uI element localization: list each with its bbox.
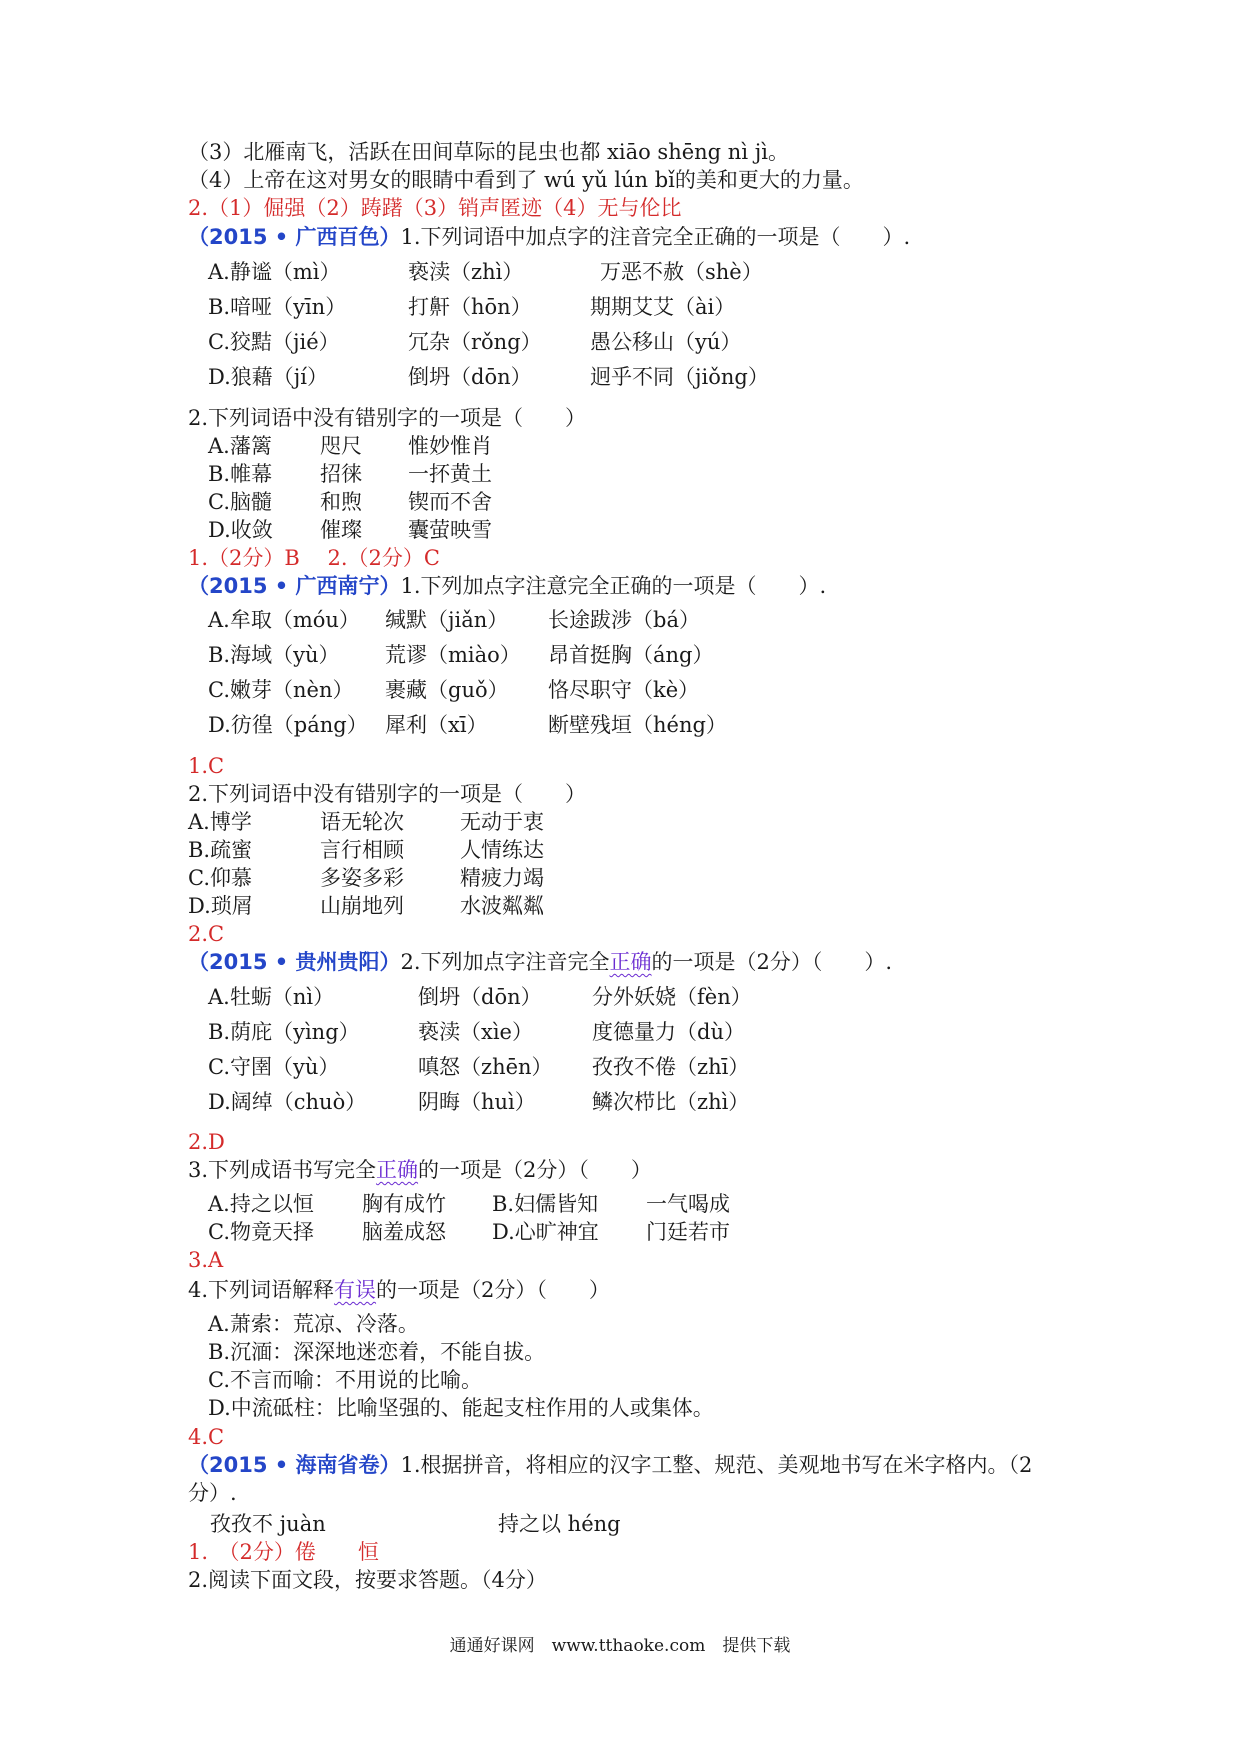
option-cell: 和煦: [320, 490, 362, 514]
option-cell: A.持之以恒: [208, 1192, 314, 1216]
option-cell: 裹藏（guǒ）: [385, 678, 509, 702]
option-cell: 亵渎（zhì）: [408, 260, 524, 284]
option-cell: B.帷幕: [208, 462, 273, 486]
page-footer: 通通好课网 www.tthaoke.com 提供下载: [449, 1636, 791, 1656]
option-cell: 期期艾艾（ài）: [590, 295, 736, 319]
option-cell: 胸有成竹: [362, 1192, 446, 1216]
option-cell: 万恶不赦（shè）: [600, 260, 763, 284]
option-cell: 亵渎（xìe）: [418, 1020, 533, 1044]
option-cell: D.阔绰（chuò）: [208, 1090, 367, 1114]
option-cell: 水波粼粼: [460, 894, 544, 918]
nanning-answer-2: 2.C: [188, 922, 225, 946]
option-cell: C.守圉（yù）: [208, 1055, 340, 1079]
guiyang-answer-2: 2.D: [188, 1130, 225, 1154]
option-cell: 孜孜不倦（zhī）: [592, 1055, 750, 1079]
option-cell: D.琐屑: [188, 894, 253, 918]
intro-answer: 2.（1）倔强（2）踌躇（3）销声匿迹（4）无与伦比: [188, 196, 682, 220]
option-cell: 度德量力（dù）: [592, 1020, 745, 1044]
option-cell: 恪尽职守（kè）: [548, 678, 700, 702]
option-cell: B.喑哑（yīn）: [208, 295, 347, 319]
baise-answer: 1.（2分）B 2.（2分）C: [188, 546, 440, 570]
hainan-question-1: [188, 1451, 1032, 1479]
option-cell: B.妇儒皆知: [492, 1192, 599, 1216]
option-cell: 迥乎不同（jiǒng）: [590, 365, 769, 389]
question-text: 的一项是（2分）（ ）: [418, 1158, 652, 1182]
option-cell: 倒坍（dōn）: [408, 365, 532, 389]
option-cell: 鳞次栉比（zhì）: [592, 1090, 750, 1114]
hainan-question-1-cont: 分）.: [188, 1481, 237, 1505]
hainan-question-2: 2.阅读下面文段，按要求答题。（4分）: [188, 1568, 547, 1592]
option-cell: 咫尺: [320, 434, 362, 458]
option-cell: 荒谬（miào）: [385, 643, 521, 667]
emphasized-word: 正确: [609, 950, 652, 974]
intro-line-4: （4）上帝在这对男女的眼睛中看到了 wú yǔ lún bǐ的美和更大的力量。: [188, 168, 864, 192]
source-tag: （2015 • 海南省卷）: [188, 1453, 401, 1477]
question-text: 的一项是（2分）（ ）.: [651, 950, 893, 974]
option-cell: A.静谧（mì）: [208, 260, 341, 284]
option-cell: 倒坍（dōn）: [418, 985, 542, 1009]
option-cell: 山崩地列: [320, 894, 404, 918]
option-cell: 打鼾（hōn）: [408, 295, 532, 319]
option-cell: 人情练达: [460, 838, 544, 862]
option-cell: C.狡黠（jié）: [208, 330, 340, 354]
option-cell: C.物竟天择: [208, 1220, 314, 1244]
option-cell: A.藩篱: [208, 434, 272, 458]
option-cell: 锲而不舍: [408, 490, 492, 514]
option-cell: 阴晦（huì）: [418, 1090, 536, 1114]
option-cell: 断壁残垣（héng）: [548, 713, 727, 737]
option-cell: B.荫庇（yìng）: [208, 1020, 360, 1044]
question-text: 1.下列词语中加点字的注音完全正确的一项是（ ）.: [400, 225, 911, 249]
nanning-question-1: [188, 572, 826, 600]
pinyin-item: 孜孜不 juàn: [210, 1512, 326, 1536]
option-cell: 一气喝成: [646, 1192, 730, 1216]
option-cell: 催璨: [320, 518, 362, 542]
option-cell: C.嫩芽（nèn）: [208, 678, 354, 702]
option-cell: 言行相顾: [320, 838, 404, 862]
option-cell: 语无轮次: [320, 810, 404, 834]
option-cell: 分外妖娆（fèn）: [592, 985, 752, 1009]
source-tag: （2015 • 贵州贵阳）: [188, 950, 401, 974]
emphasized-word: 正确: [376, 1158, 419, 1182]
option-cell: A.牟取（móu）: [208, 608, 360, 632]
nanning-question-2: 2.下列词语中没有错别字的一项是（ ）: [188, 782, 587, 806]
option-cell: B.沉湎：深深地迷恋着，不能自拔。: [208, 1340, 546, 1364]
source-tag: （2015 • 广西南宁）: [188, 574, 401, 598]
option-cell: 缄默（jiǎn）: [385, 608, 509, 632]
option-cell: 招徕: [320, 462, 362, 486]
hainan-answer-1: 1. （2分）倦 恒: [188, 1540, 379, 1564]
option-cell: 一抔黄土: [408, 462, 492, 486]
option-cell: D.狼藉（jí）: [208, 365, 328, 389]
nanning-answer-1: 1.C: [188, 754, 225, 778]
option-cell: D.中流砥柱：比喻坚强的、能起支柱作用的人或集体。: [208, 1396, 714, 1420]
option-cell: 无动于衷: [460, 810, 544, 834]
guiyang-answer-3: 3.A: [188, 1248, 224, 1272]
source-tag: （2015 • 广西百色）: [188, 225, 401, 249]
option-cell: 犀利（xī）: [385, 713, 488, 737]
option-cell: D.收敛: [208, 518, 273, 542]
option-cell: 愚公移山（yú）: [590, 330, 742, 354]
option-cell: C.不言而喻：不用说的比喻。: [208, 1368, 482, 1392]
option-cell: 长途跋涉（bá）: [548, 608, 700, 632]
question-text: 3.下列成语书写完全: [188, 1158, 377, 1182]
question-text: 4.下列词语解释: [188, 1278, 335, 1302]
option-cell: 昂首挺胸（áng）: [548, 643, 714, 667]
option-cell: 脑羞成怒: [362, 1220, 446, 1244]
option-cell: 嗔怒（zhēn）: [418, 1055, 553, 1079]
guiyang-answer-4: 4.C: [188, 1425, 225, 1449]
emphasized-word: 有误: [334, 1278, 377, 1302]
intro-line-3: （3）北雁南飞，活跃在田间草际的昆虫也都 xiāo shēng nì jì。: [188, 140, 789, 164]
option-cell: 门廷若市: [646, 1220, 730, 1244]
option-cell: D.心旷神宜: [492, 1220, 599, 1244]
option-cell: C.脑髓: [208, 490, 272, 514]
option-cell: 冗杂（rǒng）: [408, 330, 542, 354]
option-cell: B.疏蜜: [188, 838, 253, 862]
option-cell: A.萧索：荒凉、冷落。: [208, 1312, 419, 1336]
guiyang-question-3: [188, 1156, 652, 1184]
baise-question-2: 2.下列词语中没有错别字的一项是（ ）: [188, 406, 587, 430]
option-cell: 多姿多彩: [320, 866, 404, 890]
option-cell: B.海域（yù）: [208, 643, 340, 667]
option-cell: 囊萤映雪: [408, 518, 492, 542]
option-cell: D.彷徨（páng）: [208, 713, 368, 737]
question-text: 1.根据拼音，将相应的汉字工整、规范、美观地书写在米字格内。（2: [400, 1453, 1033, 1477]
option-cell: 精疲力竭: [460, 866, 544, 890]
option-cell: C.仰慕: [188, 866, 252, 890]
option-cell: 惟妙惟肖: [408, 434, 492, 458]
pinyin-item: 持之以 héng: [498, 1512, 621, 1536]
question-text: 1.下列加点字注意完全正确的一项是（ ）.: [400, 574, 827, 598]
question-text: 2.下列加点字注音完全: [400, 950, 610, 974]
guiyang-question-4: [188, 1276, 610, 1304]
option-cell: A.牡蛎（nì）: [208, 985, 335, 1009]
question-text: 的一项是（2分）（ ）: [376, 1278, 610, 1302]
baise-question-1: [188, 223, 910, 251]
guiyang-question-2: [188, 948, 892, 976]
option-cell: A.博学: [188, 810, 252, 834]
